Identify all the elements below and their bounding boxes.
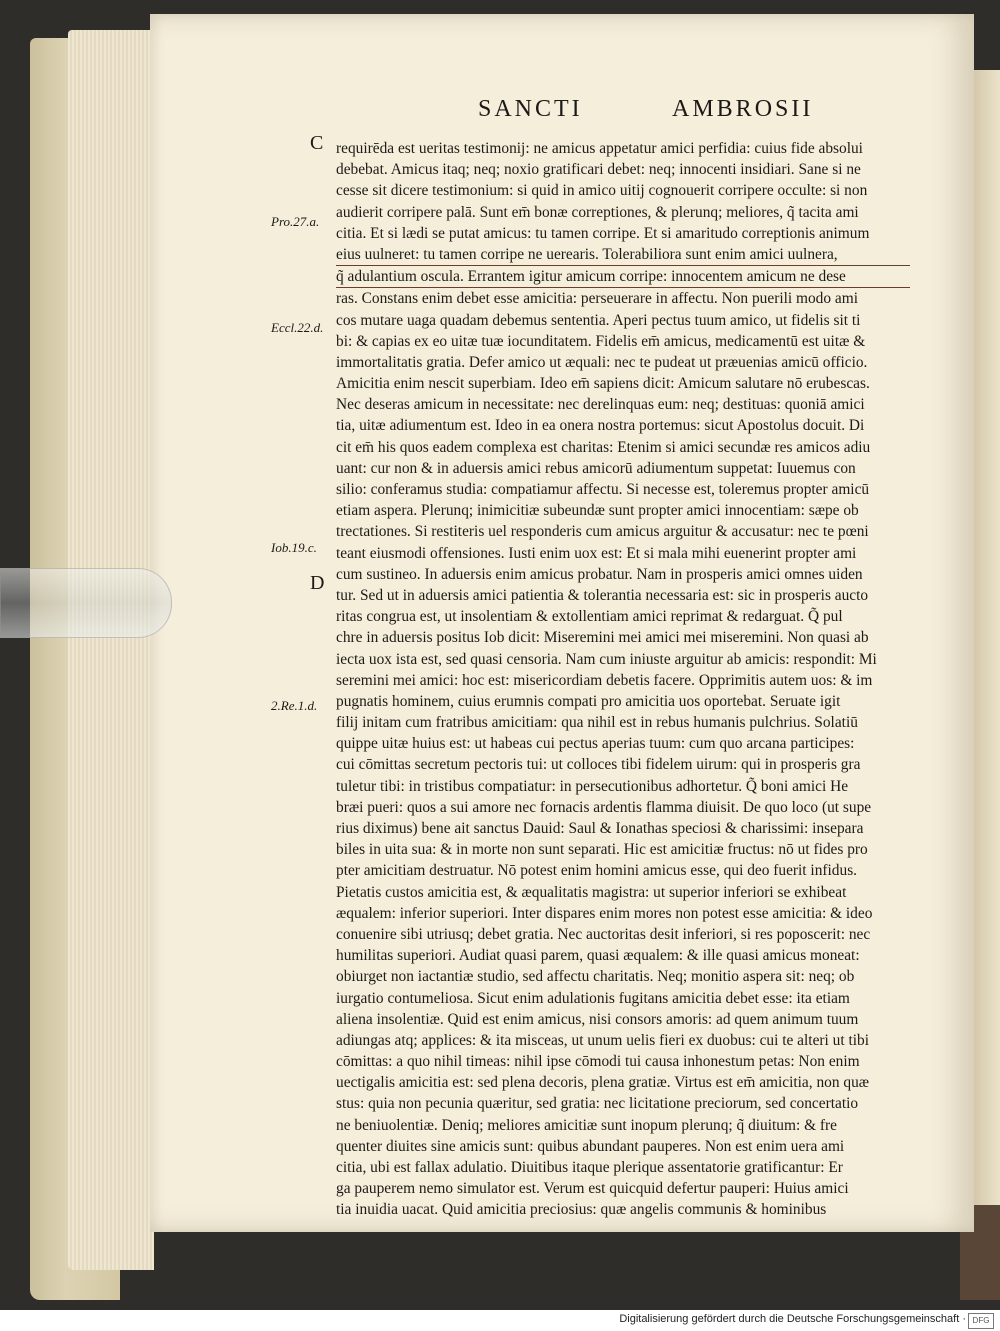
marginal-note-pro: Pro.27.a. [271, 214, 320, 229]
text-line: cui cōmittas secretum pectoris tui: ut colloces tibi fidelem uirum: qui in prosperis gra [336, 756, 861, 774]
text-line: trectationes. Si restiteris uel responderis cum amicus arguitur & accusatur: nec te pœni [336, 523, 869, 541]
body-text [336, 138, 910, 1242]
text-line [336, 1221, 910, 1242]
text-line: citia, ubi est fallax adulatio. Diuitibus itaque plerique assentatorie gratificantur: Er [336, 1159, 843, 1176]
text-line: Pietatis custos amicitia est, & æqualitatis magistra: ut superior inferiori se exhibeat [336, 883, 847, 901]
text-line: tia inuidia uacat. Quid amicitia preciosius: quæ angelis communis & hominibus [336, 1201, 827, 1219]
text-line-underlined: eius uulneret: tu tamen corripe ne uerearis. Tolerabiliora sunt enim amici uulnera, [336, 244, 910, 266]
text-line: debebat. Amicus itaq; neq; noxio gratificari debet: neq; innocenti insidiari. Sane si ne [336, 161, 861, 179]
text-line: ne beniuolentiæ. Deniq; meliores amicitiæ sunt inopum plerunq; q̃ diuitum: & fre [336, 1116, 837, 1134]
text-line: stus: quia non pecunia quæritur, sed gratia: nec licitatione preciorum, sed concertatio [336, 1095, 859, 1113]
text-line: adiungas atq; applices: & ita misceas, ut unum uelis fieri ex duobus: cui te alteri ut tibi [336, 1031, 869, 1049]
text-line: audierit corripere palā. Sunt em̄ bonæ correptiones, & plerunq; meliores, q̃ tacita ami [336, 203, 859, 221]
text-line: cos mutare uaga quadam debemus sententia. Aperi pectus tuum amico, ut fidelis sit ti [336, 311, 861, 329]
text-line: quippe uitæ huius est: ut habeas cui pectus aperias tuum: cum quo arcana participes: [336, 735, 855, 753]
funding-credit: Digitalisierung gefördert durch die Deutsche Forschungsgemeinschaft · [619, 1313, 966, 1325]
text-line: cōmittas: a quo nihil timeas: nihil ipse cōmodi tui causa inhonestum petas: Non enim [336, 1053, 860, 1071]
text-line-underlined: q̃ adulantium oscula. Errantem igitur amicum corripe: innocentem amicum ne dese [336, 266, 910, 288]
running-head-right: AMBROSII [672, 96, 814, 122]
text-line: silio: conferamus studia: compatiamur affectu. Si necesse est, toleremus propter amicū [336, 481, 870, 498]
text-line: Amicitia enim nescit superbiam. Ideo em̄ sapiens dicit: Amicum salutare nō erubescas. [336, 375, 870, 393]
text-line: aliena insolentiæ. Quid est enim amicus, nisi consors amoris: ad quem animum tuum [336, 1010, 859, 1028]
text-line: pugnatis hominem, cuius erumnis compati pro amicitia uos oportebat. Seruate igit [336, 692, 841, 710]
text-line: bi: & capias ex eo uitæ tuæ iocunditatem. Fidelis em̄ amicus, medicamentū est uitæ & [336, 332, 866, 350]
text-line: obiurget non iactantiæ studio, sed affectu charitatis. Neq; monitio aspera sit: neq; ob [336, 968, 855, 986]
text-line: tuletur tibi: in tristibus compatiatur: in persecutionibus adhortetur. Q̃ boni amici He [336, 777, 849, 795]
page-edges [68, 30, 154, 1270]
running-head-left: SANCTI [478, 96, 583, 122]
text-line: etiam aspera. Plerunq; inimicitiæ subeundæ sunt propter amici innocentiam: sæpe ob [336, 502, 859, 520]
text-line: teant eiusmodi offensiones. Iusti enim uox est: Et si mala mihi euenerint propter ami [336, 544, 857, 562]
glass-page-weight [0, 568, 172, 638]
text-line: tia, uitæ adiumentum est. Ideo in ea onera nostra portemus: sicut Apostolus docuit. Di [336, 417, 865, 435]
text-line: pter amicitiam destruatur. Nō potest enim homini amicus esse, qui deo fuerit infidus. [336, 862, 858, 880]
marginal-note-iob: Iob.19.c. [271, 540, 317, 555]
text-line: quenter diuites sine amicis sunt: quibus abundant pauperes. Non est enim uera ami [336, 1137, 845, 1155]
text-line: humilitas superiori. Audiat quasi parem, quasi æqualem: & ille quasi amicus moneat: [336, 947, 860, 965]
text-line: immortalitatis gratia. Defer amico ut æquali: nec te pudeat ut præuenias amicū officio. [336, 353, 868, 371]
text-line: iurgatio contumeliosa. Sicut enim adulationis fugitans amicitia debet esse: ita etiam [336, 989, 850, 1007]
text-line: cum sustineo. In aduersis enim amicus probatur. Nam in prosperis amici omnes uiden [336, 565, 863, 583]
text-line: tur. Sed ut in aduersis amici patientia & tolerantia necessaria est: sic in prosperis aucto [336, 586, 869, 604]
section-letter-d: D [310, 572, 325, 594]
dfg-logo: DFG [968, 1313, 994, 1329]
text-line: biles in uita sua: & in morte non sunt separati. Hic est amicitiæ fructus: nō ut fides pro [336, 841, 868, 859]
text-line: citia. Et si lædi se putat amicus: tu tamen corripe. Et si amaritudo correptionis animum [336, 224, 870, 242]
text-line: chre in aduersis positus Iob dicit: Miseremini mei amici mei miseremini. Non quasi ab [336, 629, 869, 647]
text-line: seremini mei amici: hoc est: misericordiam debetis facere. Opprimitis autem uos: & im [336, 671, 873, 689]
text-line: conuenire sibi utriusq; debet gratia. Nec auctoritas desit inferiori, si res poposcerit: nec [336, 925, 871, 943]
text-line: bræi pueri: quos a sui amore nec fornacis ardentis flamma diuisit. De quo loco (ut supe [336, 798, 872, 816]
section-letter-c: C [310, 132, 324, 154]
footer-bar [0, 1310, 1000, 1331]
marginal-note-eccl: Eccl.22.d. [271, 320, 324, 335]
text-line: Nec deseras amicum in necessitate: nec derelinquas eum: neq; destituas: quoniā amici [336, 396, 865, 414]
text-line: cit em̄ his quos eadem complexa est charitas: Etenim si amici secundæ res amicos adiu [336, 438, 871, 456]
text-line: uectigalis amicitia est: sed plena decoris, plena gratiæ. Virtus est em̄ amicitia, non quæ [336, 1074, 870, 1092]
text-line: ritas congrua est, ut insolentiam & extollentiam amici reprimat & redarguat. Q̃ pul [336, 608, 843, 626]
text-line: uant: cur non & in aduersis amici rebus amicorū adiumentum suppetat: Iuuemus con [336, 459, 856, 477]
text-line: æqualem: inferior superiori. Inter dispares enim mores non potest esse amicitia: & ideo [336, 904, 873, 922]
text-line: ga pauperem nemo simulator est. Verum est quicquid defertur pauperi: Huius amici [336, 1180, 849, 1198]
text-line: requirēda est ueritas testimonij: ne amicus appetatur amici perfidia: cuius fide absolui [336, 140, 863, 157]
marginal-note-reg: 2.Re.1.d. [271, 698, 318, 713]
text-line: ras. Constans enim debet esse amicitia: perseuerare in affectu. Non puerili modo ami [336, 290, 858, 308]
text-line: cesse sit dicere testimonium: si quid in amico uitij cognouerit corripere occulte: si non [336, 182, 868, 200]
text-line: iecta uox ista est, sed quasi censoria. Nam cum iniuste arguitur ab amicis: respondit: Mi [336, 650, 877, 668]
text-line: filij initam cum fratribus amicitiam: qua nihil est in rebus humanis pulchrius. Solatiū [336, 714, 858, 732]
text-line: rius diximus) bene ait sanctus Dauid: Saul & Ionathas speciosi & charissimi: insepara [336, 820, 864, 837]
